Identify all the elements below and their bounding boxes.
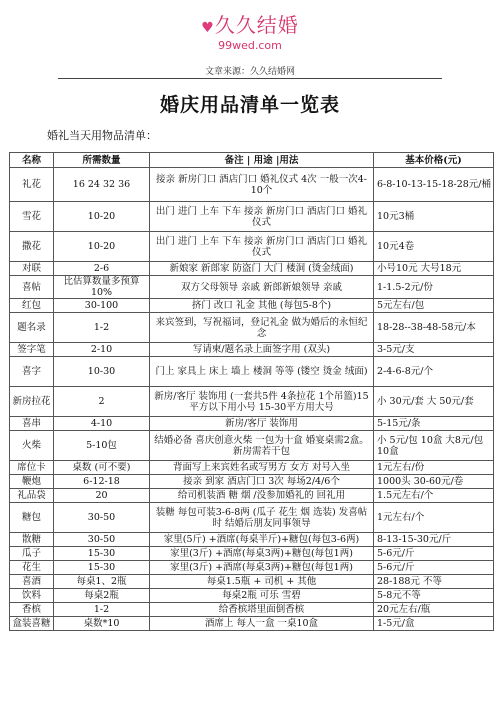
table-row (10, 313, 494, 343)
cell-name: 散糖 (10, 533, 54, 547)
cell-note: 家里(3斤) +酒席(每桌3两)+糖包(每包1两) (150, 561, 374, 575)
cell-note: 新房/客厅 装饰用 (150, 417, 374, 431)
cell-qty: 30-50 (54, 503, 150, 533)
table-row (10, 503, 494, 533)
cell-price: 5-8元不等 (374, 589, 494, 603)
header-qty: 所需数量 (54, 153, 150, 168)
cell-qty: 10-30 (54, 357, 150, 387)
cell-note: 背面写上来宾姓名或写男方 女方 对号入坐 (150, 461, 374, 475)
cell-qty: 15-30 (54, 547, 150, 561)
cell-name: 喜串 (10, 417, 54, 431)
table-row (10, 431, 494, 461)
cell-name: 席位卡 (10, 461, 54, 475)
cell-price: 6-8-10-13-15-18-28元/桶 (374, 168, 494, 202)
table-row (10, 489, 494, 503)
cell-price: 1-1.5-2元/份 (374, 276, 494, 299)
cell-note: 写请柬/题名录上面签字用 (双头) (150, 343, 374, 357)
logo-text: 久久结婚 (214, 13, 299, 37)
table-row (10, 461, 494, 475)
cell-price: 5元左右/包 (374, 299, 494, 313)
table-row (10, 168, 494, 202)
cell-qty: 2 (54, 387, 150, 417)
header-name: 名称 (10, 153, 54, 168)
cell-price: 1-5元/盒 (374, 617, 494, 631)
cell-name: 喜字 (10, 357, 54, 387)
cell-name: 喜酒 (10, 575, 54, 589)
cell-name: 礼花 (10, 168, 54, 202)
cell-qty: 30-100 (54, 299, 150, 313)
cell-name: 花生 (10, 561, 54, 575)
logo-wordmark (0, 14, 500, 39)
cell-price: 1元左右/份 (374, 461, 494, 475)
cell-price: 1元左右/个 (374, 503, 494, 533)
cell-note: 出门 进门 上车 下车 接亲 新房门口 酒店门口 婚礼仪式 (150, 232, 374, 262)
cell-note: 挤门 改口 礼金 其他 (每包5-8个) (150, 299, 374, 313)
cell-name: 瓜子 (10, 547, 54, 561)
logo-url: 99wed.com (218, 39, 282, 52)
cell-price: 28-188元 不等 (374, 575, 494, 589)
cell-qty: 6-12-18 (54, 475, 150, 489)
cell-name: 新房拉花 (10, 387, 54, 417)
cell-note: 新娘家 新郎家 防盗门 大门 楼洞 (烫金绒面) (150, 262, 374, 276)
cell-qty: 每桌2瓶 (54, 589, 150, 603)
cell-qty: 10-20 (54, 202, 150, 232)
header-note: 备注 | 用途 |用法 (150, 153, 374, 168)
cell-note: 给司机装酒 糖 烟 /没参加婚礼的 回礼用 (150, 489, 374, 503)
cell-qty: 比估算数量多预算10% (54, 276, 150, 299)
table-row (10, 603, 494, 617)
cell-name: 香槟 (10, 603, 54, 617)
page-title: 婚庆用品清单一览表 (159, 94, 340, 116)
table-row (10, 475, 494, 489)
cell-qty: 桌数 (可不要) (54, 461, 150, 475)
cell-note: 家里(5斤) +酒席(每桌半斤)+糖包(每包3-6两) (150, 533, 374, 547)
table-row (10, 533, 494, 547)
table-row (10, 276, 494, 299)
table-header-row (10, 153, 494, 168)
cell-qty: 每桌1、2瓶 (54, 575, 150, 589)
table-row (10, 299, 494, 313)
cell-price: 18-28--38-48-58元/本 (374, 313, 494, 343)
cell-note: 家里(3斤) +酒席(每桌3两)+糖包(每包1两) (150, 547, 374, 561)
cell-qty: 16 24 32 36 (54, 168, 150, 202)
cell-price: 5-15元/条 (374, 417, 494, 431)
cell-qty: 10-20 (54, 232, 150, 262)
table-body (10, 168, 494, 631)
cell-qty: 30-50 (54, 533, 150, 547)
table-row (10, 262, 494, 276)
section-subtitle: 婚礼当天用物品清单： (47, 129, 157, 142)
table-row (10, 202, 494, 232)
cell-note: 双方父母领导 亲戚 新郎新娘领导 亲戚 (150, 276, 374, 299)
cell-price: 3-5元/支 (374, 343, 494, 357)
cell-note: 酒席上 每人一盒 一桌10盒 (150, 617, 374, 631)
cell-price: 2-4-6-8元/个 (374, 357, 494, 387)
cell-price: 小号10元 大号18元 (374, 262, 494, 276)
cell-name: 礼品袋 (10, 489, 54, 503)
cell-note: 门上 家具上 床上 墙上 楼洞 等等 (镂空 烫金 绒面) (150, 357, 374, 387)
cell-note: 结婚必备 喜庆创意火柴 一包为十盒 婚宴桌需2盒。新房需若干包 (150, 431, 374, 461)
cell-qty: 20 (54, 489, 150, 503)
cell-name: 盒装喜糖 (10, 617, 54, 631)
cell-price: 20元左右/瓶 (374, 603, 494, 617)
cell-qty: 15-30 (54, 561, 150, 575)
table-row (10, 232, 494, 262)
header-price: 基本价格(元) (374, 153, 494, 168)
table-row (10, 387, 494, 417)
cell-note: 来宾签到，写祝福词，登记礼金 做为婚后的永恒纪念 (150, 313, 374, 343)
cell-name: 撒花 (10, 232, 54, 262)
cell-note: 接亲 到家 酒店门口 3次 每场2/4/6个 (150, 475, 374, 489)
cell-qty: 2-6 (54, 262, 150, 276)
table-row (10, 589, 494, 603)
source-line: 文章来源：久久结婚网 (204, 67, 295, 77)
cell-note: 接亲 新房门口 酒店门口 婚礼仪式 4次 一般一次4-10个 (150, 168, 374, 202)
header-divider (58, 78, 442, 79)
cell-price: 小 30元/套 大 50元/套 (374, 387, 494, 417)
cell-qty: 1-2 (54, 313, 150, 343)
cell-name: 签字笔 (10, 343, 54, 357)
cell-price: 5-6元/斤 (374, 547, 494, 561)
cell-qty: 桌数*10 (54, 617, 150, 631)
cell-price: 1.5元左右/个 (374, 489, 494, 503)
cell-qty: 2-10 (54, 343, 150, 357)
site-logo (0, 14, 500, 52)
table-row (10, 575, 494, 589)
cell-qty: 4-10 (54, 417, 150, 431)
cell-price: 8-13-15-30元/斤 (374, 533, 494, 547)
cell-note: 每桌1.5瓶 + 司机 + 其他 (150, 575, 374, 589)
cell-qty: 1-2 (54, 603, 150, 617)
cell-name: 对联 (10, 262, 54, 276)
table-row (10, 617, 494, 631)
table-row (10, 357, 494, 387)
cell-price: 1000头 30-60元/卷 (374, 475, 494, 489)
cell-name: 鞭炮 (10, 475, 54, 489)
cell-note: 给香槟塔里面倒香槟 (150, 603, 374, 617)
cell-note: 新房/客厅 装饰用 (一套共5件 4条拉花 1个吊篮)15平方以下用小号 15-30平方用大号 (150, 387, 374, 417)
cell-note: 装糖 每包可装3-6-8两 (瓜子 花生 烟 选装) 发喜帖时 结婚后朋友同事领导 (150, 503, 374, 533)
cell-note: 每桌2瓶 可乐 雪碧 (150, 589, 374, 603)
cell-note: 出门 进门 上车 下车 接亲 新房门口 酒店门口 婚礼仪式 (150, 202, 374, 232)
heart-icon: ♥ (201, 20, 215, 36)
cell-price: 5-6元/斤 (374, 561, 494, 575)
table-row (10, 343, 494, 357)
table-row (10, 547, 494, 561)
table-row (10, 561, 494, 575)
table-row (10, 417, 494, 431)
cell-name: 雪花 (10, 202, 54, 232)
cell-price: 小 5元/包 10盒 大8元/包 10盒 (374, 431, 494, 461)
cell-qty: 5-10包 (54, 431, 150, 461)
cell-price: 10元3桶 (374, 202, 494, 232)
items-table (9, 152, 494, 631)
cell-name: 饮料 (10, 589, 54, 603)
cell-name: 喜帖 (10, 276, 54, 299)
cell-name: 题名录 (10, 313, 54, 343)
cell-name: 火柴 (10, 431, 54, 461)
cell-name: 糖包 (10, 503, 54, 533)
cell-price: 10元4卷 (374, 232, 494, 262)
cell-name: 红包 (10, 299, 54, 313)
